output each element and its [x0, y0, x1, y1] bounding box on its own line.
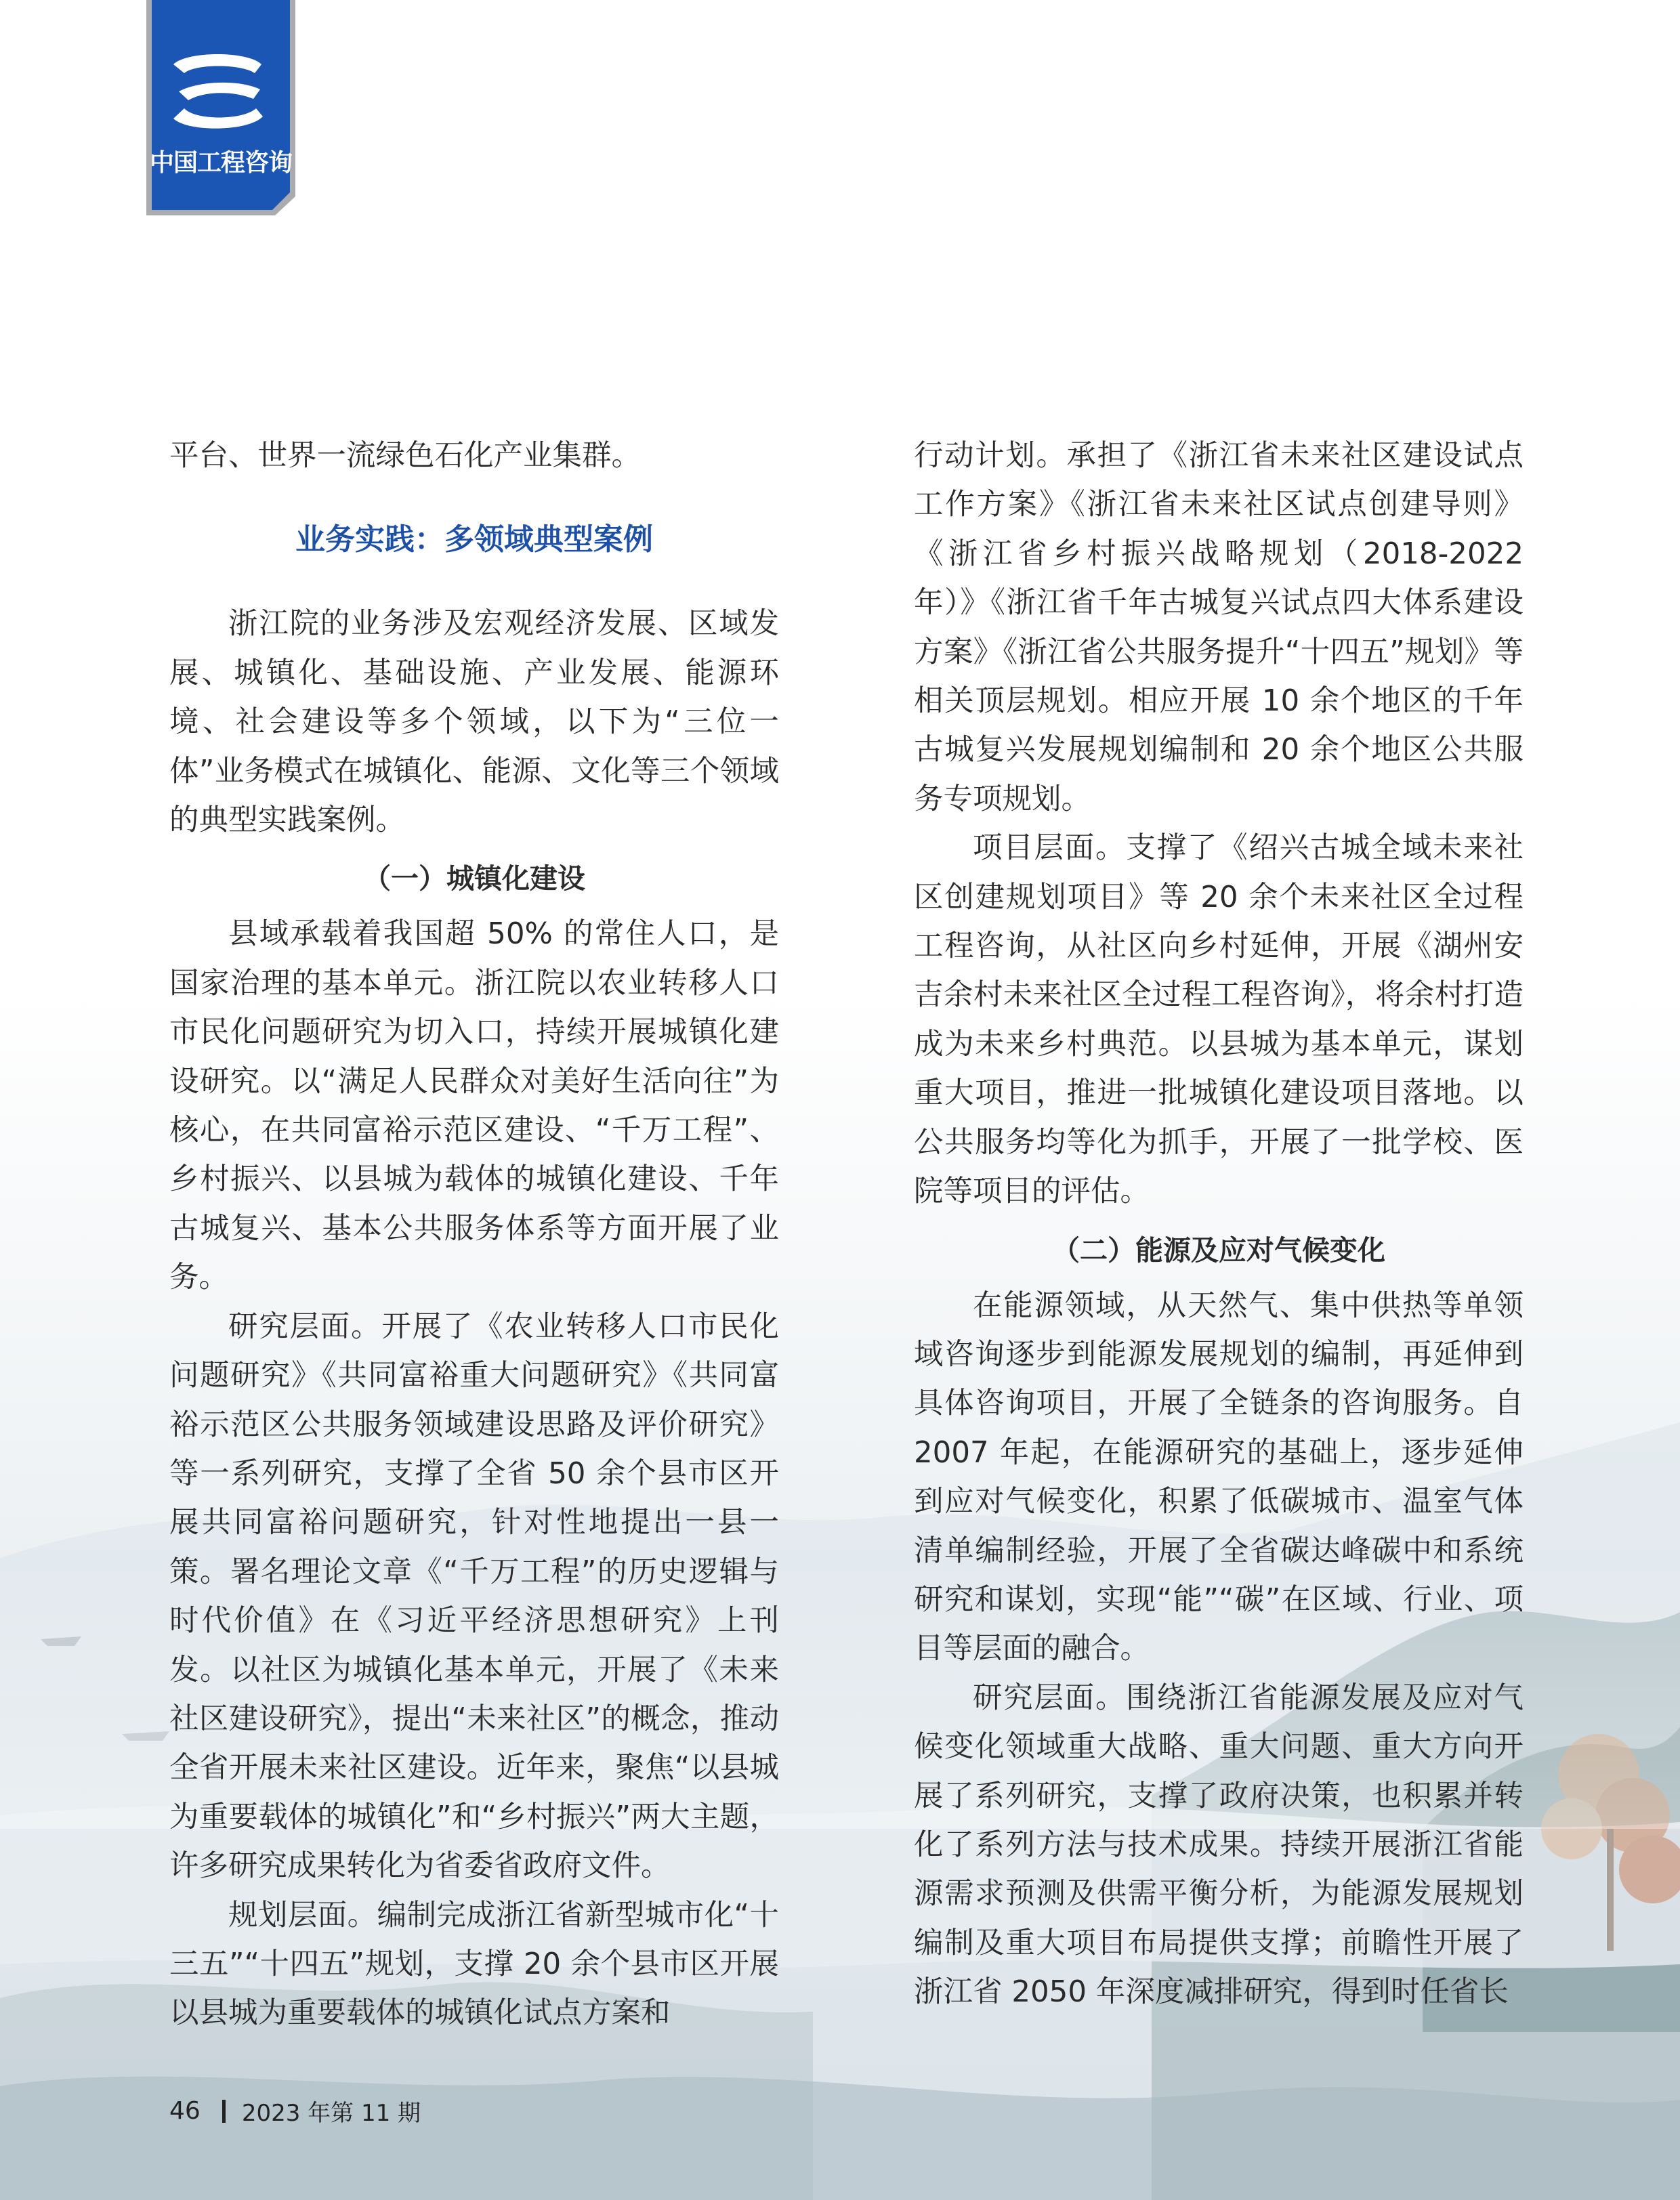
paragraph-intro: 浙江院的业务涉及宏观经济发展、区域发展、城镇化、基础设施、产业发展、能源环境、社会建设等多个领域，以下为“三位一体”业务模式在城镇化、能源、文化等三个领域的典型实践案例。: [169, 607, 779, 838]
paragraph-planning-level: 规划层面。编制完成浙江省新型城市化“十三五”“十四五”规划，支撑 20 余个县市区开展以县城为重要载体的城镇化试点方案和: [169, 1898, 779, 2031]
paragraph-urbanization-overview: 县域承载着我国超 50% 的常住人口，是国家治理的基本单元。浙江院以农业转移人口市民化问题研究为切入口，持续开展城镇化建设研究。以“满足人民群众对美好生活向往”为核心，在共同富裕示范区建设、“千万工程”、乡村振兴、以县城为载体的城镇化建设、千年古城复兴、基本公共服务体系等方面开展了业务。: [169, 917, 779, 1295]
brand-logo-tab: [146, 0, 295, 215]
paragraph-continued: 平台、世界一流绿色石化产业集群。: [169, 439, 641, 473]
right-column: [914, 431, 1524, 2017]
paragraph-project-level: 项目层面。支撑了《绍兴古城全域未来社区创建规划项目》等 20 余个未来社区全过程工程咨询，从社区向乡村延伸，开展《湖州安吉余村未来社区全过程工程咨询》，将余村打造成为未来乡村典范。以县城为基本单元，谋划重大项目，推进一批城镇化建设项目落地。以公共服务均等化为抓手，开展了一批学校、医院等项目的评估。: [914, 831, 1524, 1209]
brand-name: 中国工程咨询: [149, 149, 292, 177]
issue-label: 2023 年第 11 期: [241, 2100, 421, 2127]
paragraph-research-level: 研究层面。开展了《农业转移人口市民化问题研究》《共同富裕重大问题研究》《共同富裕示范区公共服务领域建设思路及评价研究》等一系列研究，支撑了全省 50 余个县市区开展共同富裕问题研究，针对性地提出一县一策。署名理论文章《“千万工程”的历史逻辑与时代价值》在《习近平经济思想研究》上刊发。以社区为城镇化基本单元，开展了《未来社区建设研究》，提出“未来社区”的概念，推动全省开展未来社区建设。近年来，聚焦“以县城为重要载体的城镇化”和“乡村振兴”两大主题，许多研究成果转化为省委省政府文件。: [169, 1309, 779, 1884]
paragraph-energy-research: 研究层面。围绕浙江省能源发展及应对气候变化领域重大战略、重大问题、重大方向开展了系列研究，支撑了政府决策，也积累并转化了系列方法与技术成果。持续开展浙江省能源需求预测及供需平衡分析，为能源发展规划编制及重大项目布局提供支撑；前瞻性开展了浙江省 2050 年深度减排研究，得到时任省长: [914, 1680, 1524, 2010]
section-title: 业务实践：多领域典型案例: [295, 522, 653, 557]
footer-divider: [222, 2100, 226, 2123]
left-column: [169, 431, 779, 2038]
brand-logo-mark: [146, 0, 295, 215]
page-number: 46: [169, 2097, 201, 2125]
page-footer: [169, 2094, 421, 2128]
paragraph-planning-continued: 行动计划。承担了《浙江省未来社区建设试点工作方案》《浙江省未来社区试点创建导则》《浙江省乡村振兴战略规划（2018-2022 年）》《浙江省千年古城复兴试点四大体系建设方案》《浙江省公共服务提升“十四五”规划》等相关顶层规划。相应开展 10 余个地区的千年古城复兴发展规划编制和 20 余个地区公共服务专项规划。: [914, 439, 1524, 816]
subsection-title-urbanization: （一）城镇化建设: [363, 862, 585, 895]
paragraph-energy-overview: 在能源领域，从天然气、集中供热等单领域咨询逐步到能源发展规划的编制，再延伸到具体咨询项目，开展了全链条的咨询服务。自 2007 年起，在能源研究的基础上，逐步延伸到应对气候变化，积累了低碳城市、温室气体清单编制经验，开展了全省碳达峰碳中和系统研究和谋划，实现“能”“碳”在区域、行业、项目等层面的融合。: [914, 1288, 1524, 1666]
subsection-title-energy: （二）能源及应对气候变化: [1052, 1233, 1385, 1267]
